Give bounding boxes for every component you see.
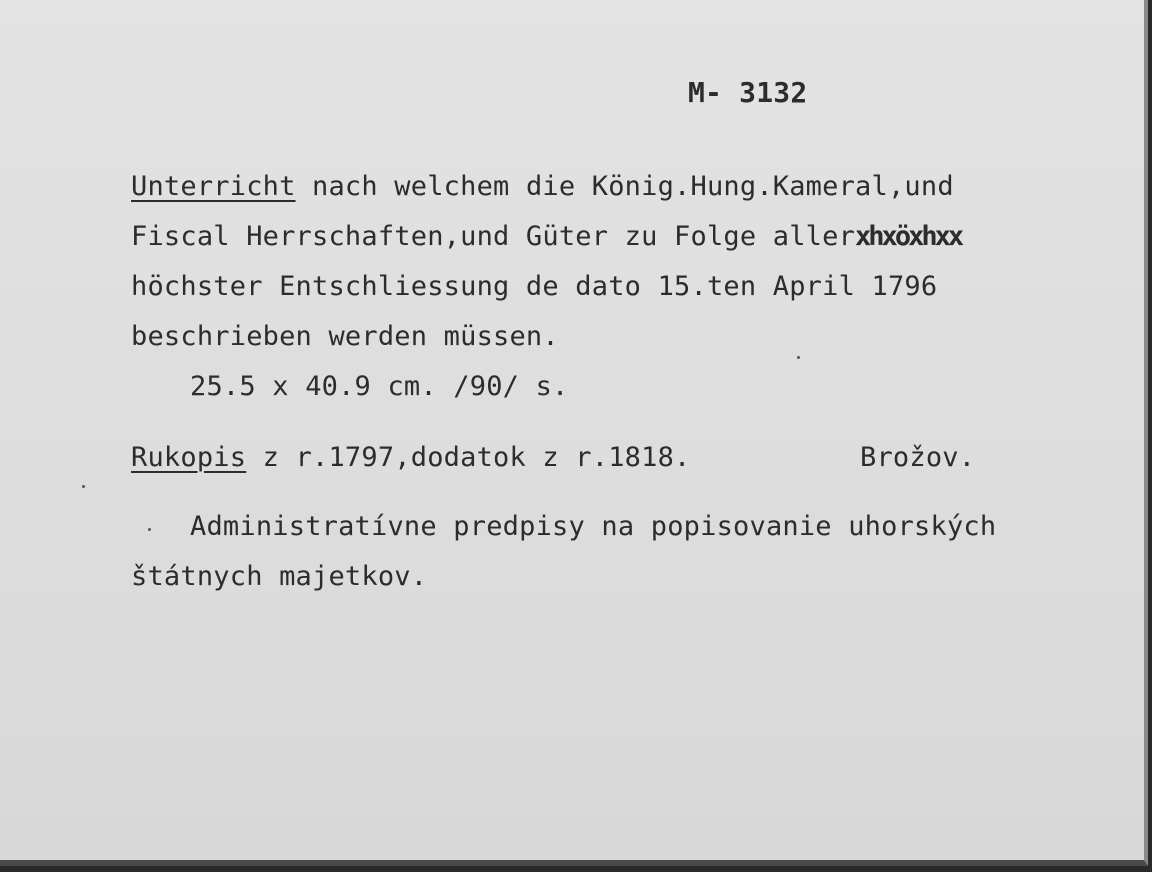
speck bbox=[148, 528, 151, 531]
note-line-1: Administratívne predpisy na popisovanie uhorských bbox=[190, 511, 997, 542]
note-line-2: štátnych majetkov. bbox=[131, 561, 428, 592]
speck bbox=[82, 485, 85, 488]
title-line-1 bbox=[131, 170, 954, 204]
type-rest: z r.1797,dodatok z r.1818. bbox=[246, 442, 691, 473]
title-lead-word: Unterricht bbox=[131, 171, 296, 202]
dimensions: 25.5 x 40.9 cm. /90/ s. bbox=[190, 371, 569, 402]
title-line-2-text: Fiscal Herrschaften,und Güter zu Folge aller bbox=[131, 221, 856, 252]
title-line-4: beschrieben werden müssen. bbox=[131, 321, 559, 352]
title-line-3: höchster Entschliessung de dato 15.ten April 1796 bbox=[131, 271, 938, 302]
type-label: Rukopis bbox=[131, 442, 247, 473]
location: Brožov. bbox=[860, 442, 976, 473]
title-line-1-rest: nach welchem die König.Hung.Kameral,und bbox=[295, 171, 954, 202]
document-type bbox=[131, 441, 691, 475]
title-line-2 bbox=[131, 220, 961, 254]
catalog-number: M- 3132 bbox=[688, 76, 808, 109]
speck bbox=[797, 356, 800, 359]
struck-out-text: xhxöxhxx bbox=[855, 221, 962, 252]
